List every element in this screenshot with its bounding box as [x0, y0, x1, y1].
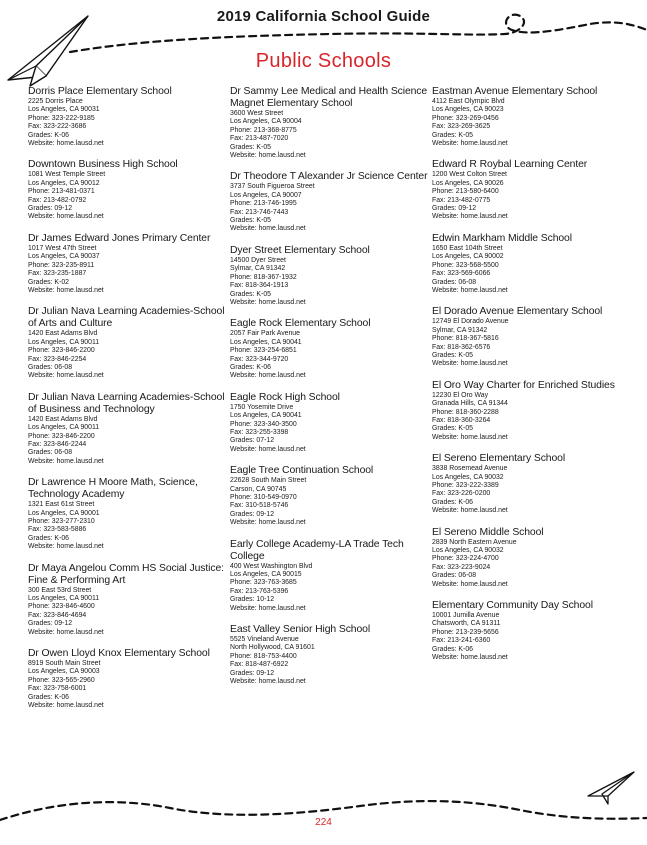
school-entry [432, 159, 632, 221]
school-name: El Oro Way Charter for Enriched Studies [432, 379, 615, 391]
school-website: Website: home.lausd.net [28, 372, 104, 380]
school-address: 14500 Dyer Street [230, 256, 286, 264]
paper-plane-icon-bottom [588, 772, 634, 804]
school-name: Elementary Community Day School [432, 600, 593, 612]
school-address: 10001 Jumilla Avenue [432, 612, 500, 620]
school-grades: Grades: 06-08 [432, 572, 477, 580]
school-grades: Grades: K-06 [28, 693, 69, 701]
school-phone: Phone: 213-746-1995 [230, 200, 297, 208]
school-grades: Grades: 09-12 [230, 669, 275, 677]
school-entry [432, 453, 632, 515]
school-grades: Grades: 09-12 [432, 205, 477, 213]
school-city: Sylmar, CA 91342 [432, 326, 488, 334]
school-grades: Grades: K-06 [432, 645, 473, 653]
school-entry [28, 159, 228, 221]
school-fax: Fax: 310-518-5746 [230, 502, 289, 510]
school-column-2 [230, 86, 430, 698]
school-city: Los Angeles, CA 90001 [28, 509, 100, 517]
school-name: Dyer Street Elementary School [230, 244, 370, 256]
school-city: Los Angeles, CA 90011 [28, 595, 100, 603]
school-name: Dr Maya Angelou Comm HS Social Justice: Fine & Performing Art [28, 562, 224, 586]
school-address: 1420 East Adams Blvd [28, 330, 98, 338]
school-name: Edwin Markham Middle School [432, 232, 572, 244]
school-address: 1420 East Adams Blvd [28, 415, 98, 423]
school-name: Eagle Rock Elementary School [230, 318, 371, 330]
school-entry [28, 306, 228, 380]
school-city: North Hollywood, CA 91601 [230, 644, 315, 652]
school-phone: Phone: 213-368-8775 [230, 126, 297, 134]
school-city: Los Angeles, CA 90041 [230, 412, 302, 420]
school-phone: Phone: 213-239-5656 [432, 628, 499, 636]
school-fax: Fax: 323-583-5886 [28, 526, 87, 534]
guide-title: 2019 California School Guide [216, 8, 431, 25]
school-address: 400 West Washington Blvd [230, 562, 313, 570]
school-phone: Phone: 310-549-0970 [230, 494, 297, 501]
school-city: Los Angeles, CA 90012 [28, 179, 100, 187]
school-address: 3838 Rosemead Avenue [432, 465, 508, 473]
school-website: Website: home.lausd.net [432, 286, 508, 294]
school-phone: Phone: 213-580-6400 [432, 188, 499, 196]
school-phone: Phone: 323-763-3685 [230, 579, 297, 587]
school-website: Website: home.lausd.net [28, 702, 104, 710]
school-city: Los Angeles, CA 90007 [230, 191, 302, 199]
school-city: Los Angeles, CA 90015 [230, 571, 302, 579]
school-fax: Fax: 323-269-3625 [432, 123, 491, 131]
school-grades: Grades: K-06 [432, 498, 473, 506]
school-fax: Fax: 323-235-1887 [28, 270, 87, 278]
school-website: Website: home.lausd.net [230, 225, 306, 233]
school-grades: Grades: K-06 [28, 534, 69, 542]
school-address: 2057 Fair Park Avenue [230, 330, 300, 338]
school-phone: Phone: 818-360-2288 [432, 408, 499, 416]
school-address: 12230 El Oro Way [432, 391, 489, 399]
school-website: Website: home.lausd.net [432, 580, 508, 588]
school-grades: Grades: 06-08 [432, 278, 477, 286]
school-website: Website: home.lausd.net [230, 519, 306, 527]
school-fax: Fax: 818-360-3264 [432, 416, 491, 424]
school-address: 3737 South Figueroa Street [230, 183, 315, 191]
school-name: Dorris Place Elementary School [28, 86, 172, 97]
school-city: Los Angeles, CA 90032 [432, 473, 504, 481]
school-address: 4112 East Olympic Blvd [432, 98, 505, 105]
school-grades: Grades: K-05 [230, 217, 271, 225]
school-entry [230, 465, 430, 527]
school-fax: Fax: 818-364-1913 [230, 282, 289, 290]
school-entry [230, 392, 430, 454]
school-city: Los Angeles, CA 90026 [432, 179, 504, 187]
school-name: Dr Theodore T Alexander Jr Science Center [230, 171, 428, 183]
school-website: Website: home.lausd.net [432, 433, 508, 441]
school-fax: Fax: 323-255-3398 [230, 428, 289, 436]
school-name: Eagle Tree Continuation School [230, 465, 374, 477]
school-phone: Phone: 323-846-4600 [28, 603, 95, 611]
school-address: 1321 East 61st Street [28, 501, 95, 509]
school-address: 1017 West 47th Street [28, 244, 97, 252]
school-website: Website: home.lausd.net [230, 678, 306, 686]
school-phone: Phone: 323-277-2310 [28, 518, 95, 525]
school-fax: Fax: 323-758-6001 [28, 685, 87, 693]
school-entry [28, 563, 228, 637]
school-phone: Phone: 323-846-2200 [28, 347, 95, 355]
school-city: Los Angeles, CA 90011 [28, 424, 100, 432]
school-fax: Fax: 323-569-6066 [432, 270, 491, 278]
school-name: Edward R Roybal Learning Center [432, 159, 588, 171]
school-name: Eastman Avenue Elementary School [432, 86, 598, 97]
school-website: Website: home.lausd.net [230, 152, 306, 160]
school-website: Website: home.lausd.net [432, 360, 508, 368]
school-fax: Fax: 323-226-0200 [432, 490, 491, 498]
school-address: 300 East 53rd Street [28, 586, 92, 594]
school-grades: Grades: K-05 [432, 425, 473, 433]
school-website: Website: home.lausd.net [432, 654, 508, 662]
school-name: Dr Julian Nava Learning Academies-School of Arts and Culture [28, 306, 225, 330]
school-phone: Phone: 323-224-4700 [432, 555, 499, 563]
school-phone: Phone: 213-481-0371 [28, 188, 95, 196]
school-fax: Fax: 818-362-6576 [432, 343, 491, 351]
school-fax: Fax: 323-846-2244 [28, 440, 87, 448]
school-city: Los Angeles, CA 90031 [28, 106, 100, 114]
school-fax: Fax: 323-223-9024 [432, 563, 491, 571]
school-grades: Grades: 10-12 [230, 596, 275, 604]
school-address: 1200 West Colton Street [432, 171, 507, 179]
school-phone: Phone: 323-222-9185 [28, 114, 95, 122]
school-entry [28, 477, 228, 551]
school-website: Website: home.lausd.net [432, 507, 508, 515]
school-phone: Phone: 323-565-2960 [28, 676, 95, 684]
school-website: Website: home.lausd.net [28, 140, 104, 148]
school-phone: Phone: 323-269-0456 [432, 114, 499, 122]
school-phone: Phone: 818-367-1932 [230, 273, 297, 281]
school-grades: Grades: 09-12 [230, 510, 275, 518]
school-column-1 [28, 86, 228, 722]
school-fax: Fax: 213-482-0775 [432, 196, 491, 204]
school-entry [230, 171, 430, 233]
school-phone: Phone: 818-753-4400 [230, 652, 297, 660]
school-website: Website: home.lausd.net [28, 457, 104, 465]
school-city: Los Angeles, CA 90037 [28, 253, 100, 261]
school-grades: Grades: K-02 [28, 278, 69, 286]
school-phone: Phone: 323-254-6851 [230, 347, 297, 355]
school-grades: Grades: 09-12 [28, 205, 73, 213]
school-entry [432, 380, 632, 442]
school-address: 5525 Vineland Avenue [230, 636, 299, 644]
school-entry [230, 539, 430, 613]
school-phone: Phone: 323-222-3389 [432, 482, 499, 489]
section-title: Public Schools [255, 50, 392, 72]
school-website: Website: home.lausd.net [28, 543, 104, 551]
school-entry [28, 233, 228, 295]
school-phone: Phone: 323-235-8911 [28, 261, 95, 269]
school-city: Granada Hills, CA 91344 [432, 400, 508, 408]
school-website: Website: home.lausd.net [230, 445, 306, 453]
school-entry [432, 86, 632, 148]
school-grades: Grades: K-05 [230, 290, 271, 298]
school-name: El Sereno Elementary School [432, 453, 566, 465]
school-entry [230, 245, 430, 307]
school-address: 2839 North Eastern Avenue [432, 538, 517, 546]
school-city: Los Angeles, CA 90011 [28, 338, 100, 346]
school-website: Website: home.lausd.net [230, 604, 306, 612]
school-city: Los Angeles, CA 90003 [28, 668, 100, 676]
school-website: Website: home.lausd.net [28, 628, 104, 636]
school-website: Website: home.lausd.net [230, 372, 306, 380]
school-fax: Fax: 323-344-9720 [230, 355, 289, 363]
school-fax: Fax: 323-222-3686 [28, 123, 87, 131]
school-city: Sylmar, CA 91342 [230, 265, 286, 273]
page-number: 224 [315, 817, 332, 828]
school-fax: Fax: 818-487-6922 [230, 661, 289, 669]
school-phone: Phone: 818-367-5816 [432, 335, 499, 343]
school-grades: Grades: 09-12 [28, 620, 73, 628]
school-city: Los Angeles, CA 90023 [432, 106, 504, 114]
school-city: Carson, CA 90745 [230, 485, 287, 493]
school-phone: Phone: 323-568-5500 [432, 261, 499, 269]
school-grades: Grades: K-05 [432, 351, 473, 359]
school-grades: Grades: K-06 [230, 363, 271, 371]
school-name: Early College Academy-LA Trade Tech College [230, 538, 404, 562]
school-grades: Grades: K-05 [432, 131, 473, 139]
school-address: 1650 East 104th Street [432, 244, 503, 252]
school-city: Los Angeles, CA 90002 [432, 253, 504, 261]
school-city: Los Angeles, CA 90004 [230, 118, 302, 126]
school-website: Website: home.lausd.net [432, 140, 508, 148]
school-name: East Valley Senior High School [230, 624, 371, 636]
school-name: Dr Owen Lloyd Knox Elementary School [28, 648, 210, 660]
school-fax: Fax: 213-241-6360 [432, 637, 491, 645]
school-grades: Grades: 06-08 [28, 449, 73, 457]
school-grades: Grades: K-06 [28, 131, 69, 139]
school-entry [432, 600, 632, 662]
school-name: Eagle Rock High School [230, 391, 340, 403]
school-name: Downtown Business High School [28, 159, 178, 171]
school-city: Los Angeles, CA 90041 [230, 338, 302, 346]
school-fax: Fax: 323-846-2254 [28, 355, 87, 363]
school-grades: Grades: 07-12 [230, 437, 275, 445]
school-name: Dr Sammy Lee Medical and Health Science Magnet Elementary School [230, 86, 428, 109]
school-entry [432, 233, 632, 295]
school-name: Dr James Edward Jones Primary Center [28, 232, 211, 244]
school-address: 8919 South Main Street [28, 660, 101, 668]
school-entry [230, 86, 430, 160]
school-city: Los Angeles, CA 90032 [432, 547, 504, 555]
school-name: El Dorado Avenue Elementary School [432, 306, 603, 318]
school-address: 12749 El Dorado Avenue [432, 318, 509, 326]
school-entry [432, 527, 632, 589]
school-entry [230, 318, 430, 380]
school-fax: Fax: 213-487-7020 [230, 135, 289, 143]
school-name: Dr Julian Nava Learning Academies-School of Business and Technology [28, 391, 225, 415]
school-address: 1750 Yosemite Drive [230, 403, 294, 411]
school-address: 3600 West Street [230, 110, 284, 117]
school-website: Website: home.lausd.net [432, 213, 508, 221]
school-website: Website: home.lausd.net [28, 286, 104, 294]
school-grades: Grades: 06-08 [28, 363, 73, 371]
school-website: Website: home.lausd.net [28, 213, 104, 221]
school-grades: Grades: K-05 [230, 143, 271, 151]
school-address: 2225 Dorris Place [28, 98, 83, 105]
school-entry [230, 624, 430, 686]
school-name: El Sereno Middle School [432, 526, 544, 538]
school-entry [28, 648, 228, 710]
school-fax: Fax: 213-482-0792 [28, 196, 87, 204]
school-entry [28, 86, 228, 148]
school-name: Dr Lawrence H Moore Math, Science, Technology Academy [28, 477, 198, 501]
school-address: 22628 South Main Street [230, 477, 307, 485]
school-website: Website: home.lausd.net [230, 298, 306, 306]
school-column-3 [432, 86, 632, 674]
school-entry [432, 306, 632, 368]
school-phone: Phone: 323-340-3500 [230, 420, 297, 428]
school-fax: Fax: 213-746-7443 [230, 208, 289, 216]
school-fax: Fax: 213-763-5396 [230, 587, 289, 595]
school-phone: Phone: 323-846-2200 [28, 432, 95, 440]
school-entry [28, 392, 228, 466]
school-address: 1081 West Temple Street [28, 171, 106, 179]
school-fax: Fax: 323-846-4694 [28, 611, 87, 619]
school-city: Chatsworth, CA 91311 [432, 620, 501, 628]
